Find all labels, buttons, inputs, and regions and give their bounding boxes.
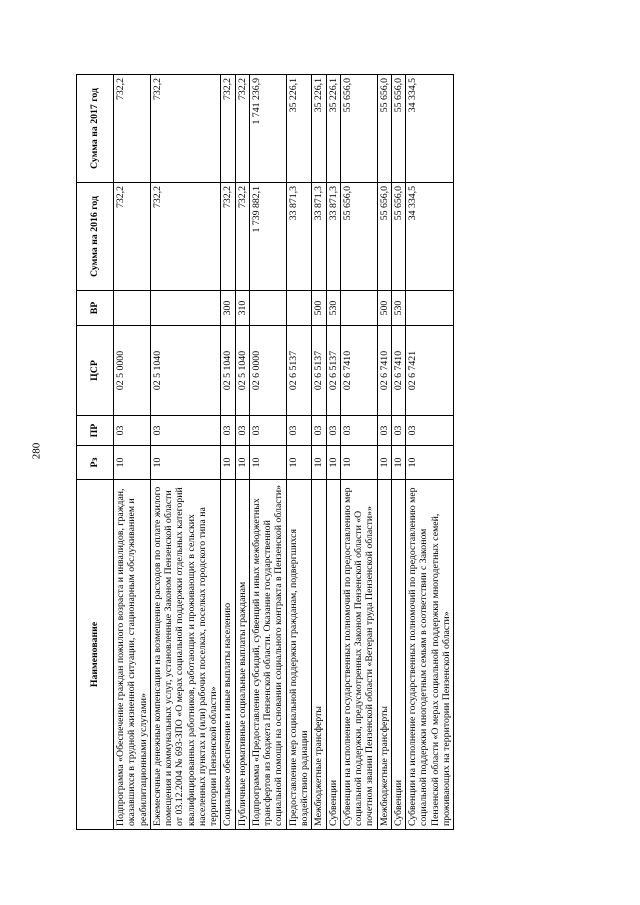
- row-name: Подпрограмма «Предоставление субсидий, субвенций и иных межбюджетных трансфертов из бюджета Пензенской области. Оказание государственной социальной помощи на основании социального контракта в Пензенской области»: [249, 480, 286, 830]
- header-vr: ВР: [77, 291, 114, 326]
- row-name: Межбюджетные трансферты: [312, 480, 326, 830]
- row-csr: 02 5 0000: [114, 326, 151, 416]
- table-header-row: [77, 75, 114, 830]
- row-name: Публичные нормативные социальные выплаты гражданам: [235, 480, 249, 830]
- header-rz: Рз: [77, 446, 114, 480]
- row-vr: 530: [326, 291, 340, 326]
- row-name: Субвенции: [391, 480, 405, 830]
- row-sum-2016: 33 871,3: [286, 183, 312, 291]
- row-rz: 10: [114, 446, 151, 480]
- row-sum-2017: 1 741 236,9: [249, 75, 286, 183]
- table-row: [286, 75, 312, 830]
- row-sum-2017: 34 334,5: [406, 75, 454, 183]
- row-name: Социальное обеспечение и иные выплаты населению: [221, 480, 235, 830]
- row-rz: 10: [150, 446, 221, 480]
- table-row: [326, 75, 340, 830]
- table-row: [221, 75, 235, 830]
- row-rz: 10: [249, 446, 286, 480]
- row-pr: 03: [114, 416, 151, 446]
- row-sum-2017: 35 226,1: [286, 75, 312, 183]
- row-vr: 300: [221, 291, 235, 326]
- row-pr: 03: [340, 416, 377, 446]
- row-sum-2017: 55 656,0: [377, 75, 391, 183]
- row-sum-2016: 55 656,0: [377, 183, 391, 291]
- row-sum-2017: 732,2: [150, 75, 221, 183]
- row-vr: [340, 291, 377, 326]
- row-rz: 10: [286, 446, 312, 480]
- row-sum-2017: 55 656,0: [340, 75, 377, 183]
- row-pr: 03: [406, 416, 454, 446]
- row-vr: 530: [391, 291, 405, 326]
- row-name: Субвенции на исполнение государственных полномочий по предоставлению мер социальной поддержки, предусмотренных Законом Пензенской области «О почетном звании Пензенской области «Ветеран труда Пензенской области»»: [340, 480, 377, 830]
- row-vr: [406, 291, 454, 326]
- row-csr: 02 6 5137: [312, 326, 326, 416]
- row-name: Подпрограмма «Обеспечение граждан пожилого возраста и инвалидов, граждан, оказавшихся в трудной жизненной ситуации, стационарным обслуживанием и реабилитационными услугами»: [114, 480, 151, 830]
- row-rz: 10: [406, 446, 454, 480]
- row-vr: [249, 291, 286, 326]
- row-sum-2016: 55 656,0: [340, 183, 377, 291]
- row-csr: 02 6 7410: [340, 326, 377, 416]
- row-csr: 02 6 7421: [406, 326, 454, 416]
- row-sum-2016: 732,2: [235, 183, 249, 291]
- row-pr: 03: [150, 416, 221, 446]
- header-sum-2017: Сумма на 2017 год: [77, 75, 114, 183]
- row-name: Межбюджетные трансферты: [377, 480, 391, 830]
- row-csr: 02 6 0000: [249, 326, 286, 416]
- budget-table: [76, 74, 454, 830]
- header-sum-2016: Сумма на 2016 год: [77, 183, 114, 291]
- row-name: Предоставление мер социальной поддержки гражданам, подвергшихся воздействию радиации: [286, 480, 312, 830]
- row-sum-2017: 732,2: [221, 75, 235, 183]
- table-row: [377, 75, 391, 830]
- row-vr: [286, 291, 312, 326]
- row-csr: 02 5 1040: [235, 326, 249, 416]
- row-pr: 03: [235, 416, 249, 446]
- row-sum-2016: 55 656,0: [391, 183, 405, 291]
- row-name: Субвенции на исполнение государственных полномочий по предоставлению мер социальной поддержки многодетным семьям в соответствии с Законом Пензенской области «О мерах социальной поддержки многодетных семей, проживающих на территории Пензенской области»: [406, 480, 454, 830]
- header-csr: ЦСР: [77, 326, 114, 416]
- row-vr: 500: [377, 291, 391, 326]
- row-pr: 03: [377, 416, 391, 446]
- table-row: [150, 75, 221, 830]
- row-vr: 500: [312, 291, 326, 326]
- row-rz: 10: [377, 446, 391, 480]
- row-sum-2017: 35 226,1: [326, 75, 340, 183]
- row-sum-2016: 732,2: [150, 183, 221, 291]
- header-name: Наименование: [77, 480, 114, 830]
- header-pr: ПР: [77, 416, 114, 446]
- table-row: [406, 75, 454, 830]
- rotated-table-container: [76, 75, 596, 830]
- row-sum-2017: 55 656,0: [391, 75, 405, 183]
- table-row: [114, 75, 151, 830]
- row-sum-2016: 33 871,3: [326, 183, 340, 291]
- row-pr: 03: [286, 416, 312, 446]
- table-row: [249, 75, 286, 830]
- row-csr: 02 5 1040: [150, 326, 221, 416]
- row-csr: 02 6 5137: [326, 326, 340, 416]
- row-rz: 10: [340, 446, 377, 480]
- row-vr: [114, 291, 151, 326]
- row-sum-2016: 732,2: [114, 183, 151, 291]
- row-sum-2017: 732,2: [114, 75, 151, 183]
- table-row: [340, 75, 377, 830]
- row-sum-2016: 34 334,5: [406, 183, 454, 291]
- row-pr: 03: [249, 416, 286, 446]
- row-name: Ежемесячные денежные компенсации на возмещение расходов по оплате жилого помещения и коммунальных услуг, установленные Законом Пензенской области от 03.12.2004 № 693-ЗПО «О мерах социальной поддержки отдельных категорий квалифицированных работников, работающих и проживающих в сельских населенных пунктах и (или) рабочих поселках, поселках городского типа на территории Пензенской области»: [150, 480, 221, 830]
- row-rz: 10: [312, 446, 326, 480]
- row-sum-2017: 35 226,1: [312, 75, 326, 183]
- table-row: [235, 75, 249, 830]
- row-pr: 03: [221, 416, 235, 446]
- row-sum-2017: 732,2: [235, 75, 249, 183]
- page-number: 280: [30, 442, 43, 460]
- row-sum-2016: 33 871,3: [312, 183, 326, 291]
- table-row: [391, 75, 405, 830]
- row-name: Субвенции: [326, 480, 340, 830]
- row-sum-2016: 732,2: [221, 183, 235, 291]
- row-rz: 10: [221, 446, 235, 480]
- row-pr: 03: [391, 416, 405, 446]
- row-pr: 03: [312, 416, 326, 446]
- row-vr: [150, 291, 221, 326]
- row-rz: 10: [235, 446, 249, 480]
- row-csr: 02 6 7410: [391, 326, 405, 416]
- table-row: [312, 75, 326, 830]
- row-sum-2016: 1 739 882,1: [249, 183, 286, 291]
- row-pr: 03: [326, 416, 340, 446]
- row-rz: 10: [326, 446, 340, 480]
- row-csr: 02 5 1040: [221, 326, 235, 416]
- row-rz: 10: [391, 446, 405, 480]
- row-vr: 310: [235, 291, 249, 326]
- row-csr: 02 6 7410: [377, 326, 391, 416]
- row-csr: 02 6 5137: [286, 326, 312, 416]
